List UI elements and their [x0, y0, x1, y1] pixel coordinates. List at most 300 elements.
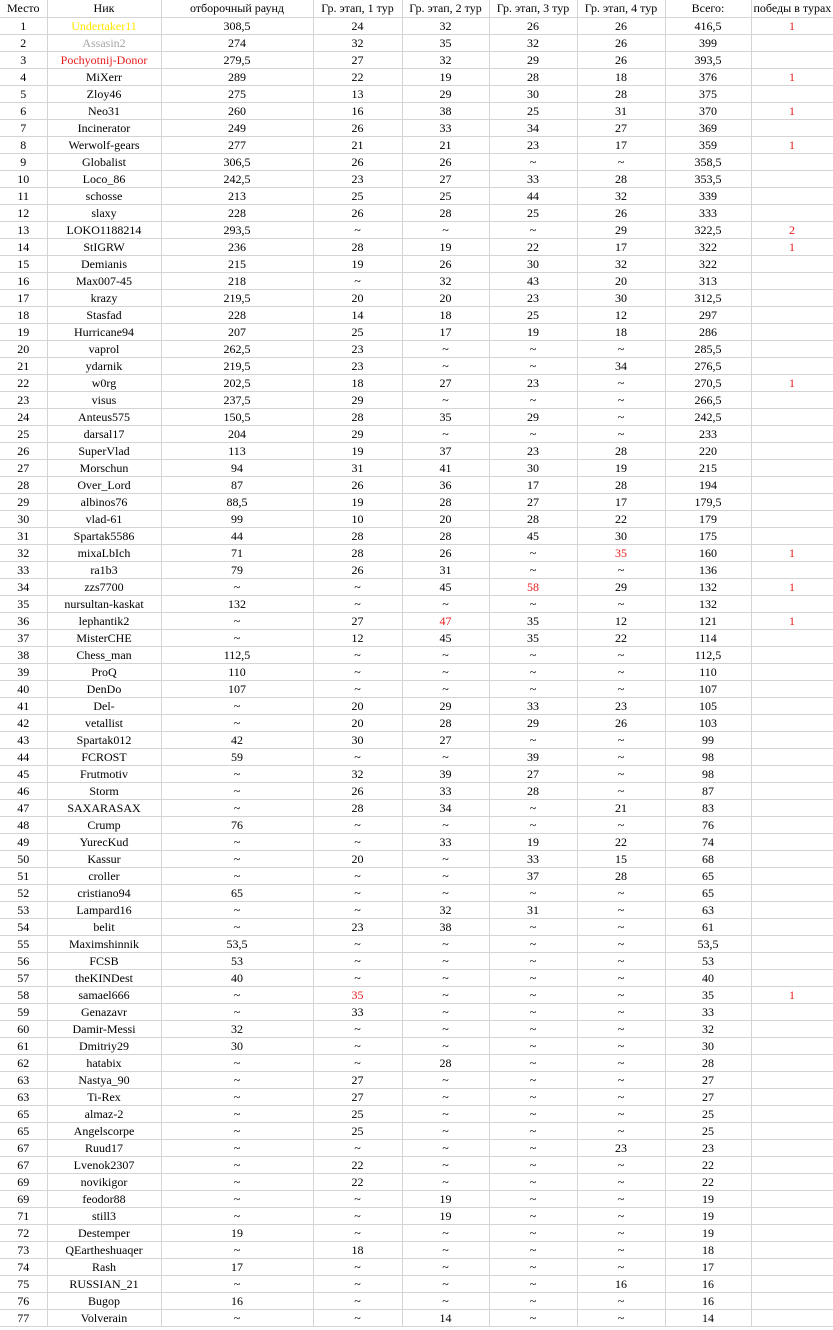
qualifying-round-cell: 94: [161, 460, 313, 477]
group-round-4-cell: ~: [577, 681, 665, 698]
place-cell: 15: [0, 256, 47, 273]
place-cell: 43: [0, 732, 47, 749]
qualifying-round-cell: ~: [161, 800, 313, 817]
place-cell: 13: [0, 222, 47, 239]
qualifying-round-cell: 65: [161, 885, 313, 902]
group-round-1-cell: ~: [313, 868, 402, 885]
nick-cell: MisterCHE: [47, 630, 161, 647]
group-round-4-cell: 12: [577, 307, 665, 324]
table-row: [0, 69, 833, 86]
round-wins-cell: [751, 205, 833, 222]
table-row: [0, 970, 833, 987]
group-round-4-cell: ~: [577, 936, 665, 953]
round-wins-cell: [751, 664, 833, 681]
round-wins-cell: [751, 1310, 833, 1327]
round-wins-cell: [751, 273, 833, 290]
table-row: [0, 1004, 833, 1021]
group-round-1-cell: 28: [313, 528, 402, 545]
group-round-3-cell: ~: [489, 1293, 577, 1310]
group-round-2-cell: 28: [402, 715, 489, 732]
group-round-3-cell: 28: [489, 511, 577, 528]
table-row: [0, 256, 833, 273]
group-round-3-cell: ~: [489, 154, 577, 171]
qualifying-round-cell: 260: [161, 103, 313, 120]
nick-cell: StIGRW: [47, 239, 161, 256]
round-wins-cell: [751, 970, 833, 987]
group-round-4-cell: ~: [577, 766, 665, 783]
group-round-3-cell: ~: [489, 1259, 577, 1276]
place-cell: 60: [0, 1021, 47, 1038]
qualifying-round-cell: 88,5: [161, 494, 313, 511]
round-wins-cell: [751, 307, 833, 324]
qualifying-round-cell: ~: [161, 1106, 313, 1123]
group-round-2-cell: ~: [402, 987, 489, 1004]
qualifying-round-cell: ~: [161, 783, 313, 800]
group-round-3-cell: ~: [489, 1072, 577, 1089]
group-round-1-cell: ~: [313, 664, 402, 681]
group-round-1-cell: ~: [313, 1208, 402, 1225]
nick-cell: slaxy: [47, 205, 161, 222]
group-round-1-cell: 13: [313, 86, 402, 103]
place-cell: 69: [0, 1174, 47, 1191]
qualifying-round-cell: 215: [161, 256, 313, 273]
group-round-1-cell: 26: [313, 562, 402, 579]
place-cell: 56: [0, 953, 47, 970]
total-cell: 74: [665, 834, 751, 851]
qualifying-round-cell: ~: [161, 834, 313, 851]
nick-cell: Over_Lord: [47, 477, 161, 494]
round-wins-cell: [751, 1276, 833, 1293]
group-round-1-cell: 14: [313, 307, 402, 324]
nick-cell: Storm: [47, 783, 161, 800]
table-row: [0, 613, 833, 630]
group-round-3-cell: ~: [489, 562, 577, 579]
nick-cell: Lampard16: [47, 902, 161, 919]
group-round-2-cell: 34: [402, 800, 489, 817]
group-round-3-cell: 25: [489, 205, 577, 222]
round-wins-cell: [751, 494, 833, 511]
table-row: [0, 477, 833, 494]
group-round-1-cell: 35: [313, 987, 402, 1004]
total-cell: 194: [665, 477, 751, 494]
table-row: [0, 1310, 833, 1327]
group-round-3-cell: ~: [489, 358, 577, 375]
group-round-2-cell: 17: [402, 324, 489, 341]
table-row: [0, 171, 833, 188]
qualifying-round-cell: 110: [161, 664, 313, 681]
table-row: [0, 936, 833, 953]
round-wins-cell: [751, 766, 833, 783]
group-round-4-cell: 30: [577, 528, 665, 545]
group-round-1-cell: ~: [313, 1038, 402, 1055]
total-cell: 175: [665, 528, 751, 545]
group-round-2-cell: 38: [402, 103, 489, 120]
place-cell: 24: [0, 409, 47, 426]
total-cell: 353,5: [665, 171, 751, 188]
group-round-3-cell: ~: [489, 545, 577, 562]
group-round-3-cell: 19: [489, 324, 577, 341]
group-round-1-cell: 26: [313, 205, 402, 222]
group-round-1-cell: ~: [313, 1055, 402, 1072]
nick-cell: Frutmotiv: [47, 766, 161, 783]
header-round-wins: победы в турах: [751, 0, 833, 18]
table-row: [0, 273, 833, 290]
group-round-4-cell: ~: [577, 987, 665, 1004]
qualifying-round-cell: 207: [161, 324, 313, 341]
qualifying-round-cell: ~: [161, 919, 313, 936]
total-cell: 285,5: [665, 341, 751, 358]
total-cell: 87: [665, 783, 751, 800]
table-row: [0, 732, 833, 749]
qualifying-round-cell: 204: [161, 426, 313, 443]
nick-cell: Werwolf-gears: [47, 137, 161, 154]
total-cell: 376: [665, 69, 751, 86]
group-round-4-cell: 17: [577, 137, 665, 154]
group-round-3-cell: 34: [489, 120, 577, 137]
group-round-4-cell: ~: [577, 1072, 665, 1089]
table-row: [0, 766, 833, 783]
group-round-1-cell: 25: [313, 1123, 402, 1140]
group-round-3-cell: 37: [489, 868, 577, 885]
group-round-1-cell: 21: [313, 137, 402, 154]
round-wins-cell: [751, 409, 833, 426]
place-cell: 42: [0, 715, 47, 732]
group-round-4-cell: 20: [577, 273, 665, 290]
group-round-3-cell: ~: [489, 936, 577, 953]
group-round-2-cell: ~: [402, 664, 489, 681]
group-round-3-cell: ~: [489, 681, 577, 698]
nick-cell: visus: [47, 392, 161, 409]
round-wins-cell: [751, 732, 833, 749]
total-cell: 76: [665, 817, 751, 834]
header-group-round-4: Гр. этап, 4 тур: [577, 0, 665, 18]
group-round-4-cell: ~: [577, 749, 665, 766]
round-wins-cell: [751, 86, 833, 103]
group-round-1-cell: ~: [313, 1259, 402, 1276]
group-round-4-cell: ~: [577, 732, 665, 749]
group-round-2-cell: ~: [402, 1157, 489, 1174]
group-round-3-cell: 31: [489, 902, 577, 919]
total-cell: 266,5: [665, 392, 751, 409]
group-round-1-cell: 18: [313, 375, 402, 392]
total-cell: 179: [665, 511, 751, 528]
place-cell: 41: [0, 698, 47, 715]
qualifying-round-cell: 150,5: [161, 409, 313, 426]
total-cell: 27: [665, 1089, 751, 1106]
group-round-2-cell: 33: [402, 120, 489, 137]
group-round-1-cell: ~: [313, 817, 402, 834]
total-cell: 393,5: [665, 52, 751, 69]
table-row: [0, 681, 833, 698]
total-cell: 65: [665, 868, 751, 885]
place-cell: 32: [0, 545, 47, 562]
nick-cell: darsal17: [47, 426, 161, 443]
table-row: [0, 987, 833, 1004]
group-round-2-cell: 14: [402, 1310, 489, 1327]
group-round-1-cell: ~: [313, 1140, 402, 1157]
table-row: [0, 902, 833, 919]
group-round-4-cell: 26: [577, 715, 665, 732]
group-round-4-cell: ~: [577, 341, 665, 358]
table-row: [0, 18, 833, 35]
place-cell: 20: [0, 341, 47, 358]
group-round-2-cell: ~: [402, 749, 489, 766]
group-round-3-cell: ~: [489, 953, 577, 970]
total-cell: 370: [665, 103, 751, 120]
group-round-3-cell: ~: [489, 800, 577, 817]
table-row: [0, 885, 833, 902]
group-round-2-cell: ~: [402, 1106, 489, 1123]
nick-cell: vlad-61: [47, 511, 161, 528]
round-wins-cell: [751, 1208, 833, 1225]
table-row: [0, 307, 833, 324]
place-cell: 4: [0, 69, 47, 86]
nick-cell: cristiano94: [47, 885, 161, 902]
group-round-2-cell: ~: [402, 817, 489, 834]
group-round-3-cell: 19: [489, 834, 577, 851]
total-cell: 17: [665, 1259, 751, 1276]
qualifying-round-cell: 228: [161, 307, 313, 324]
group-round-3-cell: ~: [489, 1242, 577, 1259]
nick-cell: Angelscorpe: [47, 1123, 161, 1140]
nick-cell: MiXerr: [47, 69, 161, 86]
group-round-3-cell: 27: [489, 494, 577, 511]
place-cell: 26: [0, 443, 47, 460]
table-row: [0, 630, 833, 647]
nick-cell: ProQ: [47, 664, 161, 681]
group-round-3-cell: ~: [489, 817, 577, 834]
group-round-4-cell: ~: [577, 1089, 665, 1106]
total-cell: 30: [665, 1038, 751, 1055]
total-cell: 27: [665, 1072, 751, 1089]
round-wins-cell: [751, 647, 833, 664]
place-cell: 57: [0, 970, 47, 987]
group-round-1-cell: ~: [313, 970, 402, 987]
round-wins-cell: [751, 1293, 833, 1310]
place-cell: 72: [0, 1225, 47, 1242]
table-header: [0, 0, 833, 18]
nick-cell: Hurricane94: [47, 324, 161, 341]
group-round-3-cell: ~: [489, 970, 577, 987]
group-round-2-cell: 37: [402, 443, 489, 460]
group-round-2-cell: 28: [402, 494, 489, 511]
total-cell: 18: [665, 1242, 751, 1259]
nick-cell: Pochyotnij-Donor: [47, 52, 161, 69]
group-round-4-cell: ~: [577, 154, 665, 171]
total-cell: 25: [665, 1106, 751, 1123]
group-round-1-cell: 19: [313, 443, 402, 460]
nick-cell: Volverain: [47, 1310, 161, 1327]
group-round-4-cell: 31: [577, 103, 665, 120]
total-cell: 339: [665, 188, 751, 205]
group-round-2-cell: 35: [402, 35, 489, 52]
group-round-4-cell: ~: [577, 1123, 665, 1140]
table-row: [0, 919, 833, 936]
round-wins-cell: [751, 1021, 833, 1038]
group-round-3-cell: ~: [489, 1225, 577, 1242]
total-cell: 53,5: [665, 936, 751, 953]
group-round-2-cell: 19: [402, 69, 489, 86]
group-round-3-cell: ~: [489, 341, 577, 358]
qualifying-round-cell: 219,5: [161, 358, 313, 375]
group-round-1-cell: ~: [313, 647, 402, 664]
group-round-1-cell: ~: [313, 834, 402, 851]
qualifying-round-cell: ~: [161, 1191, 313, 1208]
group-round-4-cell: ~: [577, 817, 665, 834]
place-cell: 77: [0, 1310, 47, 1327]
table-row: [0, 715, 833, 732]
group-round-4-cell: ~: [577, 902, 665, 919]
group-round-4-cell: 17: [577, 494, 665, 511]
group-round-2-cell: 33: [402, 834, 489, 851]
nick-cell: Incinerator: [47, 120, 161, 137]
total-cell: 322,5: [665, 222, 751, 239]
group-round-4-cell: 32: [577, 188, 665, 205]
total-cell: 40: [665, 970, 751, 987]
place-cell: 67: [0, 1157, 47, 1174]
group-round-3-cell: ~: [489, 1055, 577, 1072]
nick-cell: FCSB: [47, 953, 161, 970]
group-round-3-cell: 33: [489, 698, 577, 715]
group-round-4-cell: 19: [577, 460, 665, 477]
qualifying-round-cell: 306,5: [161, 154, 313, 171]
nick-cell: Anteus575: [47, 409, 161, 426]
group-round-3-cell: 29: [489, 52, 577, 69]
qualifying-round-cell: ~: [161, 1242, 313, 1259]
nick-cell: Ruud17: [47, 1140, 161, 1157]
nick-cell: DenDo: [47, 681, 161, 698]
table-row: [0, 1293, 833, 1310]
group-round-2-cell: ~: [402, 1123, 489, 1140]
group-round-1-cell: ~: [313, 885, 402, 902]
group-round-2-cell: 29: [402, 86, 489, 103]
nick-cell: croller: [47, 868, 161, 885]
group-round-2-cell: 25: [402, 188, 489, 205]
group-round-1-cell: 23: [313, 919, 402, 936]
group-round-1-cell: 23: [313, 358, 402, 375]
place-cell: 8: [0, 137, 47, 154]
round-wins-cell: [751, 851, 833, 868]
table-row: [0, 1242, 833, 1259]
place-cell: 38: [0, 647, 47, 664]
group-round-2-cell: ~: [402, 885, 489, 902]
group-round-2-cell: 19: [402, 1208, 489, 1225]
place-cell: 37: [0, 630, 47, 647]
group-round-2-cell: ~: [402, 681, 489, 698]
round-wins-cell: [751, 630, 833, 647]
group-round-1-cell: ~: [313, 222, 402, 239]
group-round-2-cell: 32: [402, 273, 489, 290]
round-wins-cell: [751, 1106, 833, 1123]
total-cell: 98: [665, 749, 751, 766]
round-wins-cell: [751, 460, 833, 477]
group-round-1-cell: 27: [313, 613, 402, 630]
nick-cell: Maximshinnik: [47, 936, 161, 953]
table-row: [0, 1089, 833, 1106]
total-cell: 136: [665, 562, 751, 579]
total-cell: 114: [665, 630, 751, 647]
group-round-1-cell: 26: [313, 477, 402, 494]
place-cell: 59: [0, 1004, 47, 1021]
qualifying-round-cell: 99: [161, 511, 313, 528]
group-round-2-cell: 36: [402, 477, 489, 494]
place-cell: 22: [0, 375, 47, 392]
group-round-2-cell: ~: [402, 1259, 489, 1276]
group-round-1-cell: 28: [313, 545, 402, 562]
place-cell: 11: [0, 188, 47, 205]
table-row: [0, 528, 833, 545]
group-round-1-cell: 28: [313, 239, 402, 256]
group-round-4-cell: 28: [577, 868, 665, 885]
group-round-4-cell: 30: [577, 290, 665, 307]
header-nick: Ник: [47, 0, 161, 18]
group-round-2-cell: 35: [402, 409, 489, 426]
total-cell: 160: [665, 545, 751, 562]
group-round-1-cell: ~: [313, 1225, 402, 1242]
total-cell: 16: [665, 1293, 751, 1310]
place-cell: 7: [0, 120, 47, 137]
place-cell: 18: [0, 307, 47, 324]
nick-cell: Assasin2: [47, 35, 161, 52]
place-cell: 17: [0, 290, 47, 307]
qualifying-round-cell: ~: [161, 902, 313, 919]
group-round-4-cell: ~: [577, 409, 665, 426]
group-round-3-cell: 23: [489, 375, 577, 392]
total-cell: 61: [665, 919, 751, 936]
qualifying-round-cell: 236: [161, 239, 313, 256]
round-wins-cell: [751, 681, 833, 698]
group-round-4-cell: 26: [577, 35, 665, 52]
group-round-2-cell: 20: [402, 290, 489, 307]
group-round-3-cell: ~: [489, 885, 577, 902]
place-cell: 14: [0, 239, 47, 256]
nick-cell: Del-: [47, 698, 161, 715]
place-cell: 2: [0, 35, 47, 52]
group-round-2-cell: 26: [402, 256, 489, 273]
qualifying-round-cell: 228: [161, 205, 313, 222]
group-round-2-cell: ~: [402, 1004, 489, 1021]
group-round-4-cell: 26: [577, 52, 665, 69]
group-round-1-cell: 22: [313, 69, 402, 86]
group-round-1-cell: 19: [313, 256, 402, 273]
group-round-3-cell: 30: [489, 256, 577, 273]
group-round-2-cell: 20: [402, 511, 489, 528]
nick-cell: lephantik2: [47, 613, 161, 630]
table-row: [0, 120, 833, 137]
place-cell: 47: [0, 800, 47, 817]
round-wins-cell: [751, 392, 833, 409]
round-wins-cell: [751, 800, 833, 817]
place-cell: 63: [0, 1089, 47, 1106]
place-cell: 34: [0, 579, 47, 596]
nick-cell: belit: [47, 919, 161, 936]
nick-cell: krazy: [47, 290, 161, 307]
group-round-3-cell: 33: [489, 851, 577, 868]
nick-cell: Dmitriy29: [47, 1038, 161, 1055]
table-row: [0, 1055, 833, 1072]
group-round-1-cell: 20: [313, 715, 402, 732]
group-round-3-cell: 23: [489, 290, 577, 307]
total-cell: 14: [665, 1310, 751, 1327]
qualifying-round-cell: 40: [161, 970, 313, 987]
group-round-2-cell: ~: [402, 868, 489, 885]
total-cell: 32: [665, 1021, 751, 1038]
qualifying-round-cell: 107: [161, 681, 313, 698]
group-round-3-cell: 58: [489, 579, 577, 596]
group-round-2-cell: 26: [402, 545, 489, 562]
place-cell: 48: [0, 817, 47, 834]
total-cell: 83: [665, 800, 751, 817]
